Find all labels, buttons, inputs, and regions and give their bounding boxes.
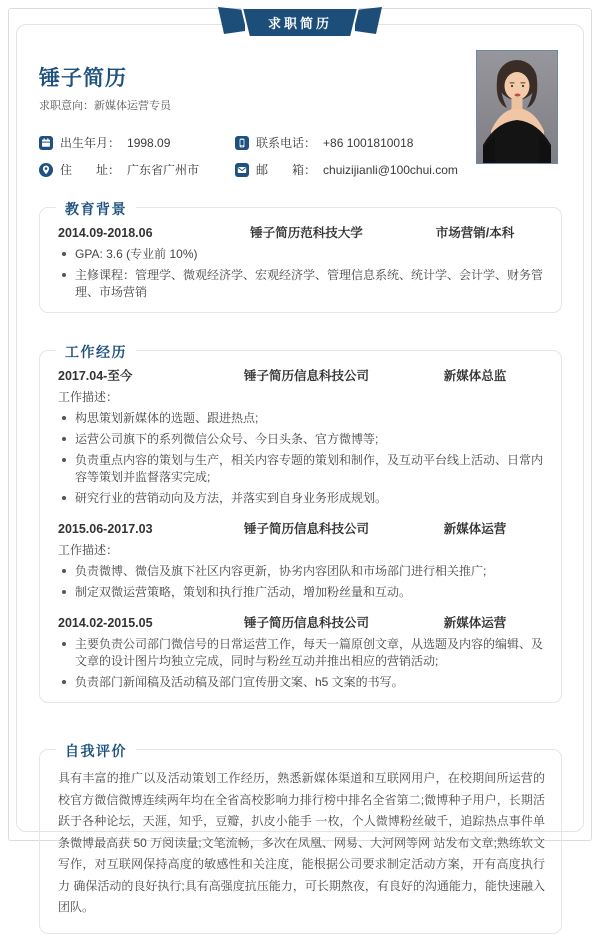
list-item: 负责微博、微信及旗下社区内容更新，协劣内容团队和市场部门进行相关推广; — [58, 563, 545, 580]
portrait-photo — [476, 50, 558, 164]
field-label: 邮 箱： — [256, 163, 317, 177]
education-degree: 市场营销/本科 — [435, 226, 515, 240]
list-item: 制定双微运营策略，策划和执行推广活动，增加粉丝量和互动。 — [58, 584, 545, 601]
job-date: 2017.04-至今 — [58, 369, 133, 383]
phone-icon — [235, 136, 249, 150]
list-item: 负责重点内容的策划与生产，相关内容专题的策划和制作，及互动平台线上活动、日常内容等策划并监督落实完成; — [58, 452, 545, 486]
resume-ribbon-banner — [218, 6, 382, 38]
field-value: +86 1001810018 — [323, 135, 414, 150]
resume-card — [16, 24, 584, 914]
self-evaluation-text: 具有丰富的推广以及活动策划工作经历，熟悉新媒体渠道和互联网用户，在校期间所运营的校官方微信微博连续两年均在全省高校影响力排行榜中排名全省第二;微博种子用户，长期活跃于各种论坛，天涯，知乎，豆瓣，扒皮小能手 一枚，个人微博粉丝破千，追踪热点事件单条微博最高获 50 万阅读量;文笔流畅，多次在凤凰、网易、大河网等网 站发布文章;熟练软文写作，对互联网保持高度的敏感性和关注度，能根据公司要求制定活动方案，开有高度执行力 确保活动的良好执行;具有高强度抗压能力，可长期熬夜，有良好的沟通能力，能快速融入团队。 — [58, 771, 545, 914]
job-desc-label: 工作描述： — [58, 543, 119, 557]
job-bullets — [58, 636, 545, 691]
job-role: 新媒体总监 — [443, 369, 507, 383]
field-label: 出生年月： — [60, 136, 121, 150]
job-entry-header — [58, 519, 545, 537]
education-bullets — [58, 246, 545, 301]
location-icon — [39, 163, 53, 177]
job-entry — [58, 366, 545, 507]
field-email — [235, 161, 469, 178]
section-title-self-evaluation: 自我评价 — [56, 741, 136, 761]
education-entry-header — [58, 223, 545, 241]
section-title-education: 教育背景 — [56, 199, 136, 219]
job-entry — [58, 613, 545, 691]
section-education — [39, 201, 562, 313]
list-item: 构思策划新媒体的选题、跟进热点; — [58, 410, 545, 427]
job-entry-header — [58, 613, 545, 631]
contact-fields — [39, 134, 469, 178]
section-work-experience — [39, 344, 562, 703]
job-bullets — [58, 410, 545, 507]
job-desc-label: 工作描述： — [58, 390, 119, 404]
job-company: 锤子简历信息科技公司 — [243, 522, 369, 536]
ribbon-right-wing — [355, 7, 382, 34]
banner-title: 求职简历 — [267, 16, 333, 31]
job-date: 2015.06-2017.03 — [58, 522, 153, 536]
list-item: GPA: 3.6 (专业前 10%) — [58, 246, 545, 263]
job-entry — [58, 519, 545, 601]
education-school: 锤子简历范科技大学 — [250, 226, 363, 240]
field-value: chuizijianli@100chui.com — [323, 162, 458, 177]
field-value: 1998.09 — [127, 135, 171, 150]
job-role: 新媒体运营 — [443, 616, 507, 630]
job-company: 锤子简历信息科技公司 — [243, 616, 369, 630]
list-item: 研究行业的营销动向及方法，并落实到自身业务形成规划。 — [58, 490, 545, 507]
job-company: 锤子简历信息科技公司 — [243, 369, 369, 383]
field-label: 住 址： — [60, 163, 121, 177]
portrait-illustration — [477, 51, 557, 163]
mail-icon — [235, 163, 249, 177]
section-self-evaluation — [39, 743, 562, 934]
job-entry-header — [58, 366, 545, 384]
list-item: 负责部门新闻稿及活动稿及部门宣传册文案、h5 文案的书写。 — [58, 674, 545, 691]
list-item: 主修课程：管理学、微观经济学、宏观经济学、管理信息系统、统计学、会计学、财务管理、市场营销 — [58, 267, 545, 301]
list-item: 运营公司旗下的系列微信公众号、今日头条、官方微博等; — [58, 431, 545, 448]
job-bullets — [58, 563, 545, 601]
field-phone — [235, 134, 469, 151]
field-birth-date — [39, 134, 235, 151]
field-value: 广东省广州市 — [127, 163, 200, 177]
section-title-work: 工作经历 — [56, 342, 136, 362]
list-item: 主要负责公司部门微信号的日常运营工作，每天一篇原创文章，从选题及内容的编辑、及文章的设计图片均独立完成，同时与粉丝互动并推出相应的营销活动; — [58, 636, 545, 670]
calendar-icon — [39, 136, 53, 150]
candidate-name: 锤子简历 — [39, 67, 127, 90]
field-address — [39, 161, 235, 178]
education-date: 2014.09-2018.06 — [58, 226, 153, 240]
ribbon-left-wing — [218, 7, 245, 34]
job-intention: 求职意向：新媒体运营专员 — [39, 100, 171, 112]
job-role: 新媒体运营 — [443, 522, 507, 536]
field-label: 联系电话： — [256, 136, 317, 150]
job-date: 2014.02-2015.05 — [58, 616, 153, 630]
